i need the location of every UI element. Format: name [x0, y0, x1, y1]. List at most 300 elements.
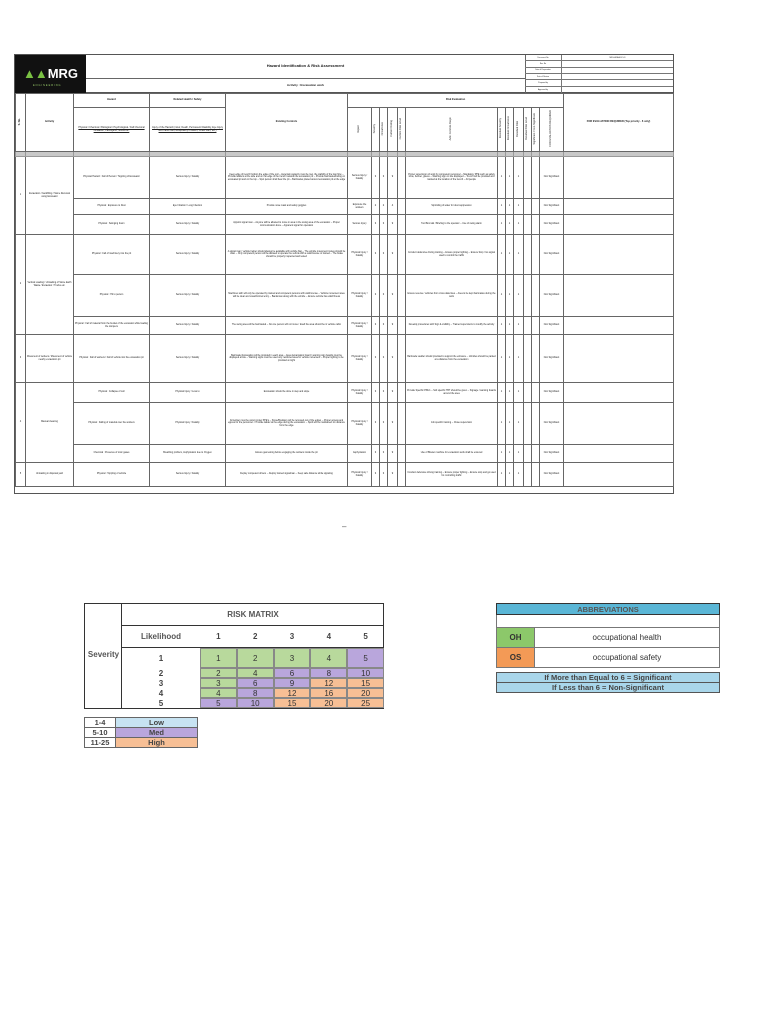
row-occurrence: 2	[380, 199, 388, 215]
row-res-risk: 1	[514, 215, 524, 235]
abbreviation-row	[496, 628, 720, 648]
row-severity: 3	[372, 445, 380, 463]
abbreviation-row	[496, 648, 720, 668]
row-risk-level	[398, 335, 406, 383]
row-significance: Non Significant	[540, 235, 564, 275]
row-hazard: Physical : Fall of workers / Fall of vehicle into the excavation pit	[74, 335, 150, 383]
matrix-cell: 4	[200, 688, 237, 698]
matrix-cell: 16	[310, 688, 347, 698]
col-eval-11	[540, 108, 564, 152]
row-res-level	[524, 445, 532, 463]
col-controls: Existing Controls	[226, 94, 348, 152]
row-add-controls: Tool Box talk / Briefing to the operator -- Use of swing alarm	[406, 215, 498, 235]
table-row	[16, 317, 674, 335]
row-impact: Physical Injury / Fatality	[348, 317, 372, 335]
matrix-cell: 10	[237, 698, 274, 708]
abbreviation-key: OH	[497, 628, 535, 647]
matrix-cell: 2	[237, 648, 274, 668]
row-sno: 1	[16, 157, 26, 235]
row-occurrence: 3	[380, 275, 388, 317]
row-hazard: Physical : Exposure to Dust	[74, 199, 150, 215]
row-rating: 9	[388, 235, 398, 275]
row-sno: 2	[16, 235, 26, 335]
matrix-severity-column	[85, 604, 122, 708]
row-significance: Non Significant	[540, 335, 564, 383]
col-eval-9	[524, 108, 532, 152]
row-project	[564, 445, 674, 463]
row-risk: Serious Injury / Fatality	[150, 463, 226, 487]
row-res-level	[524, 157, 532, 199]
row-severity: 3	[372, 463, 380, 487]
legend-level: Med	[116, 728, 197, 737]
row-res-risk: 1	[514, 335, 524, 383]
row-impact: Physical Injury / Fatality	[348, 275, 372, 317]
row-res-severity: 1	[498, 199, 506, 215]
row-risk-level	[398, 317, 406, 335]
table-row	[16, 235, 674, 275]
matrix-grid	[122, 648, 384, 708]
row-severity: 2	[372, 199, 380, 215]
row-risk-level	[398, 463, 406, 487]
legend-range: 11-25	[85, 738, 116, 747]
row-res-level	[524, 275, 532, 317]
document-meta	[525, 55, 673, 93]
row-hazard: Physical : Swinging boom	[74, 215, 150, 235]
matrix-cell: 8	[310, 668, 347, 678]
row-occurrence: 3	[380, 317, 388, 335]
col-eval-label: Residual Severity	[499, 118, 503, 139]
row-severity: 3	[372, 335, 380, 383]
matrix-cell: 3	[274, 648, 311, 668]
meta-value	[562, 68, 673, 73]
row-severity: 3	[372, 403, 380, 445]
table-row	[16, 275, 674, 317]
col-project: FOR EVALUATION REQUIRED (Top priority - 6 only)	[564, 94, 674, 152]
row-severity: 3	[372, 317, 380, 335]
row-extra	[532, 445, 540, 463]
row-extra	[532, 463, 540, 487]
row-sno: 4	[16, 383, 26, 463]
matrix-cell: 9	[274, 678, 311, 688]
row-risk-level	[398, 235, 406, 275]
row-res-risk: 1	[514, 199, 524, 215]
row-res-occurrence: 1	[506, 215, 514, 235]
row-severity: 3	[372, 275, 380, 317]
meta-value	[562, 80, 673, 85]
col-eval-label: Significant / Non Significant	[533, 112, 537, 145]
row-res-severity: 1	[498, 157, 506, 199]
row-hazard: Physical : Hit to person	[74, 275, 150, 317]
table-row	[16, 445, 674, 463]
row-rating: 9	[388, 383, 398, 403]
likelihood-value: 3	[289, 632, 295, 641]
row-risk-level	[398, 157, 406, 199]
row-severity: 3	[372, 235, 380, 275]
row-risk: Serious Injury / Fatality	[150, 335, 226, 383]
row-res-severity: 1	[498, 445, 506, 463]
meta-label: Document No	[525, 55, 562, 60]
row-rating: 9	[388, 335, 398, 383]
col-eval-label: Severity	[373, 123, 377, 134]
row-rating: 9	[388, 445, 398, 463]
table-row	[16, 215, 674, 235]
row-project	[564, 157, 674, 199]
row-res-severity: 1	[498, 215, 506, 235]
row-hazard: Physical : Collapse of soil	[74, 383, 150, 403]
abbreviation-value: occupational health	[592, 633, 662, 642]
row-add-controls: Job specific training -- Close supervision	[406, 403, 498, 445]
row-hazard: Chemical : Presence of toxic gases	[74, 445, 150, 463]
row-significance: Non Significant	[540, 317, 564, 335]
matrix-cell: 5	[200, 698, 237, 708]
legend-level: High	[116, 738, 197, 747]
hazard-table	[15, 93, 674, 487]
meta-label: Date of Review	[525, 74, 562, 79]
row-extra	[532, 317, 540, 335]
row-project	[564, 403, 674, 445]
row-activity: Vertical Loading / Unloading of Stone Earth Waste / Excavator / Trucks etc.	[26, 235, 74, 335]
table-row	[16, 157, 674, 199]
col-eval-7	[506, 108, 514, 152]
likelihood-header	[122, 626, 384, 648]
row-hazard: Physical : Fall of machinery into the pit	[74, 235, 150, 275]
row-res-level	[524, 215, 532, 235]
col-eval-label: FOR EVALUATION REQUIRED	[549, 110, 553, 147]
row-res-occurrence: 1	[506, 317, 514, 335]
legend-level: Low	[116, 718, 197, 727]
likelihood-value: 4	[326, 632, 332, 641]
row-activity: Movement of workers / Movement of vehicle nearby excavation pit	[26, 335, 74, 383]
row-sno: 5	[16, 463, 26, 487]
table-row	[16, 403, 674, 445]
row-controls: Provide nose mask and safety goggles	[226, 199, 348, 215]
document-title: Hazard Identification & Risk Assessment	[86, 55, 526, 79]
row-impact: Serious Injury / Fatality	[348, 157, 372, 199]
row-risk-level	[398, 383, 406, 403]
row-rating: 9	[388, 215, 398, 235]
row-res-level	[524, 463, 532, 487]
meta-label: Prepared by	[525, 80, 562, 85]
row-res-level	[524, 383, 532, 403]
row-add-controls: Sprinkling of water for dust suppression	[406, 199, 498, 215]
row-add-controls: Use of Blower machine for excavation work shall be ensured	[406, 445, 498, 463]
row-res-occurrence: 1	[506, 199, 514, 215]
row-res-occurrence: 1	[506, 335, 514, 383]
risk-matrix	[84, 603, 384, 709]
col-eval-2	[380, 108, 388, 152]
row-project	[564, 235, 674, 275]
row-controls: All worker must be using proper PPE's -- Stone/Boulders will be removed out of the edges -- Proper access and egress for the personnel -- Provide ladder at the edge during the excavation -- Spoil will be maintained 1m distance from the edge	[226, 403, 348, 445]
col-risk: Related Health / Safety	[150, 94, 226, 108]
row-add-controls: Provide Specific PPE's -- Soil specific TBT should be given -- Signage / warning boards around the area	[406, 383, 498, 403]
row-severity: 3	[372, 215, 380, 235]
meta-label: Approved by	[525, 87, 562, 93]
table-row	[16, 383, 674, 403]
row-risk: Serious Injury / Fatality	[150, 235, 226, 275]
row-res-occurrence: 1	[506, 235, 514, 275]
col-eval-label: Residual Risk Level	[525, 117, 529, 140]
row-significance: Non Significant	[540, 383, 564, 403]
row-res-severity: 1	[498, 317, 506, 335]
row-res-occurrence: 1	[506, 275, 514, 317]
col-hazard-sub: Physical / Chemical / Biological / Psychological / Fall Chemical Inhalation, Pathogens, Stress etc.	[74, 108, 150, 152]
row-risk: Physical Injury / Loss to	[150, 383, 226, 403]
col-eval-label: Residual Risk	[516, 120, 520, 137]
row-impact: Exposure the workers	[348, 199, 372, 215]
matrix-cell: 12	[274, 688, 311, 698]
likelihood-value: 5	[363, 632, 368, 641]
likelihood-value: 1	[216, 632, 221, 641]
row-controls: Keep edge of trench/ bottom the edge of the soil -- Ascertain capacity must be met, the stability of the trap flow -- Provide ladders at the side and on the edge of the trench towards the excavation pit -- Provide barricades/railing on excavated pit and on the top -- Spot person shall hear the pit -- Barricades placed around excavation pit at the edge	[226, 157, 348, 199]
matrix-cell: 4	[237, 668, 274, 678]
meta-row	[525, 87, 673, 93]
row-sno: 3	[16, 335, 26, 383]
col-eval-label: Current Risk Level	[399, 117, 403, 140]
row-impact: Serious Injury	[348, 215, 372, 235]
severity-value: 3	[158, 678, 164, 688]
row-risk: Physical Injury / Fatality	[150, 403, 226, 445]
meta-label: Rev. No	[525, 61, 562, 66]
row-rating: 9	[388, 403, 398, 445]
matrix-cell: 15	[274, 698, 311, 708]
likelihood-value: 2	[252, 632, 258, 641]
row-add-controls: Proper supervision of work by competent personnel -- Mandatory PPE such as safety shoe, helmet, gloves -- Warning sign on site displayed -- Trench will be provided and marked at the location of the trench -- All people	[406, 157, 498, 199]
page-divider-mark: –	[342, 522, 347, 531]
col-eval-5	[406, 108, 498, 152]
row-significance: Non Significant	[540, 199, 564, 215]
sheet-header	[15, 55, 673, 93]
meta-label: Date of Preparation	[525, 68, 562, 73]
row-extra	[532, 215, 540, 235]
col-eval-10	[532, 108, 540, 152]
row-res-risk: 1	[514, 383, 524, 403]
row-risk: Serious Injury / Fatality	[150, 275, 226, 317]
matrix-row	[122, 678, 384, 688]
row-res-occurrence: 1	[506, 445, 514, 463]
col-eval-0	[348, 108, 372, 152]
row-rating: 9	[388, 275, 398, 317]
row-res-level	[524, 403, 532, 445]
row-res-occurrence: 1	[506, 403, 514, 445]
col-eval-label: Occurrence	[381, 121, 385, 136]
matrix-cell: 25	[347, 698, 384, 708]
col-sno: S. No.	[16, 94, 26, 152]
row-impact: Physical Injury / Fatality	[348, 463, 372, 487]
row-res-risk: 1	[514, 317, 524, 335]
logo-text: MRG	[47, 65, 79, 81]
matrix-cell: 4	[310, 648, 347, 668]
significance-note: If More than Equal to 6 = Significant	[496, 672, 720, 683]
row-risk: Eye Irritation / Lung Infection	[150, 199, 226, 215]
matrix-cell: 3	[200, 678, 237, 688]
row-project	[564, 463, 674, 487]
row-risk-level	[398, 215, 406, 235]
significance-note: If Less than 6 = Non-Significant	[496, 682, 720, 693]
table-row	[16, 463, 674, 487]
matrix-row	[122, 698, 384, 708]
col-risk-sub: Injury of the Hazard (minor, Death, Permanent Disability, Eye Injury and Hand Pain, Respiratory Problem, Chest Pain, etc.)	[150, 108, 226, 152]
likelihood-label: Likelihood	[141, 632, 181, 641]
row-severity: 3	[372, 157, 380, 199]
row-hazard: Physical : Toppling of vehicle	[74, 463, 150, 487]
abbreviation-value: occupational safety	[592, 653, 662, 662]
row-res-severity: 1	[498, 383, 506, 403]
row-project	[564, 335, 674, 383]
col-eval-label: Add. Controls Reqd.	[449, 116, 453, 141]
row-risk-level	[398, 275, 406, 317]
row-res-level	[524, 199, 532, 215]
row-project	[564, 275, 674, 317]
row-add-controls: Ensure reverse / vehicles from cross data lines -- Area to be kept barricades during the work	[406, 275, 498, 317]
row-controls: The swing area will be barricaded -- No one person will not move / dwell the area should be in vehicle cabin	[226, 317, 348, 335]
legend-row	[84, 737, 198, 748]
row-project	[564, 317, 674, 335]
row-impact: Physical Injury / Fatality	[348, 235, 372, 275]
row-hazard: Physical : Falling of material over the workers	[74, 403, 150, 445]
col-eval-6	[498, 108, 506, 152]
matrix-row	[122, 668, 384, 678]
row-severity: 3	[372, 383, 380, 403]
row-controls: Excavation should be done in step and slope	[226, 383, 348, 403]
row-extra	[532, 235, 540, 275]
matrix-cell: 20	[347, 688, 384, 698]
row-significance: Non Significant	[540, 403, 564, 445]
row-extra	[532, 383, 540, 403]
row-extra	[532, 199, 540, 215]
row-occurrence: 3	[380, 235, 388, 275]
legend-row	[84, 727, 198, 738]
logo-mark-icon: ▲▲	[22, 65, 47, 81]
meta-value: MRG-HIRA-EXC-01	[609, 56, 626, 59]
matrix-row	[122, 688, 384, 698]
severity-label: Severity	[87, 650, 120, 659]
matrix-cell: 20	[310, 698, 347, 708]
matrix-cell: 15	[347, 678, 384, 688]
risk-matrix-title: RISK MATRIX	[122, 604, 384, 626]
col-eval-label: Current Rating	[390, 120, 394, 137]
row-significance: Non Significant	[540, 445, 564, 463]
row-rating: 9	[388, 463, 398, 487]
row-risk: Serious Injury / Fatality	[150, 215, 226, 235]
row-res-severity: 1	[498, 463, 506, 487]
activity-title: Activity : Excavation work	[86, 79, 526, 93]
row-impact: Asphyxiation	[348, 445, 372, 463]
row-occurrence: 3	[380, 445, 388, 463]
matrix-cell: 5	[347, 648, 384, 668]
table-row	[16, 335, 674, 383]
row-add-controls: Conduct defensive driving training -- Ensure proper lighting -- Ensure Stop / Go signal used to control the traffic	[406, 235, 498, 275]
row-significance: Non Significant	[540, 463, 564, 487]
row-occurrence: 3	[380, 463, 388, 487]
row-res-risk: 1	[514, 235, 524, 275]
row-significance: Non Significant	[540, 215, 564, 235]
row-rating: 9	[388, 157, 398, 199]
row-activity: Unloading in disposal yard	[26, 463, 74, 487]
matrix-cell: 1	[200, 648, 237, 668]
row-extra	[532, 157, 540, 199]
table-row	[16, 199, 674, 215]
row-res-occurrence: 1	[506, 157, 514, 199]
matrix-cell: 10	[347, 668, 384, 678]
row-hazard: Physical : Fall of material from the bucket of the excavator while loading the dumpers	[74, 317, 150, 335]
row-res-level	[524, 317, 532, 335]
row-risk-level	[398, 445, 406, 463]
row-res-severity: 1	[498, 235, 506, 275]
matrix-cell: 2	[200, 668, 237, 678]
hira-sheet	[14, 54, 674, 494]
row-hazard: Physical Hazard : Fall of Person / Toppling of Excavator	[74, 157, 150, 199]
row-res-severity: 1	[498, 403, 506, 445]
matrix-cell: 6	[237, 678, 274, 688]
row-res-level	[524, 335, 532, 383]
row-impact: Physical Injury / Fatality	[348, 383, 372, 403]
col-eval-1	[372, 108, 380, 152]
row-res-risk: 1	[514, 403, 524, 445]
row-project	[564, 215, 674, 235]
row-res-risk: 1	[514, 445, 524, 463]
severity-value: 4	[158, 688, 164, 698]
col-eval-label: Residual Occurrence	[507, 116, 511, 141]
row-res-risk: 1	[514, 157, 524, 199]
col-evaluation: Risk Evaluation	[348, 94, 564, 108]
row-occurrence: 3	[380, 157, 388, 199]
row-activity: Manual cleaning	[26, 383, 74, 463]
row-res-level	[524, 235, 532, 275]
row-controls: Deploy competent drivers -- Deploy trained signalman -- Keep safe distance while signaling	[226, 463, 348, 487]
col-eval-4	[398, 108, 406, 152]
logo-subtext: ENGINEERING	[33, 84, 62, 88]
row-activity: Excavation / backfilling / Stone Removal using Excavator	[26, 157, 74, 235]
row-occurrence: 3	[380, 215, 388, 235]
row-impact: Physical Injury / Fatality	[348, 335, 372, 383]
row-significance: Non Significant	[540, 157, 564, 199]
row-rating: 9	[388, 317, 398, 335]
row-res-risk: 1	[514, 275, 524, 317]
row-add-controls: Barricade Ladder should provided to support the entrance -- Vehicles should be parked at a distance from the excavation	[406, 335, 498, 383]
col-hazard: Hazard	[74, 94, 150, 108]
matrix-cell: 12	[310, 678, 347, 688]
risk-level-legend	[84, 718, 198, 748]
row-add-controls: Conduct defensive driving training -- Ensure proper lighting -- Ensure stop and go used for controlling traffic	[406, 463, 498, 487]
severity-value: 5	[158, 698, 164, 708]
abbreviations-panel	[496, 603, 720, 693]
row-occurrence: 3	[380, 403, 388, 445]
col-activity: Activity	[26, 94, 74, 152]
abbreviation-key: OS	[497, 648, 535, 667]
severity-value: 1	[158, 653, 164, 663]
row-project	[564, 199, 674, 215]
row-risk-level	[398, 199, 406, 215]
row-res-occurrence: 1	[506, 463, 514, 487]
abbreviations-title: ABBREVIATIONS	[496, 603, 720, 615]
row-extra	[532, 335, 540, 383]
matrix-cell: 6	[274, 668, 311, 678]
row-occurrence: 3	[380, 335, 388, 383]
row-risk-level	[398, 403, 406, 445]
row-controls: Ensure gas testing before engaging the workers inside the pit	[226, 445, 348, 463]
legend-range: 5-10	[85, 728, 116, 737]
meta-value	[562, 61, 673, 66]
row-risk: Serious Injury / Fatality	[150, 317, 226, 335]
abbreviations-spacer	[496, 615, 720, 628]
row-impact: Physical Injury / Fatality	[348, 403, 372, 445]
row-occurrence: 3	[380, 383, 388, 403]
row-extra	[532, 403, 540, 445]
row-controls: Machines with will only be operated by trained and competent persons with valid license -- Vehicle movement area will be clear and unauthorized entry -- Banksman along with the vehicle -- Ensure vehicle has valid fitness	[226, 275, 348, 317]
row-res-severity: 1	[498, 275, 506, 317]
row-res-occurrence: 1	[506, 383, 514, 403]
col-eval-8	[514, 108, 524, 152]
